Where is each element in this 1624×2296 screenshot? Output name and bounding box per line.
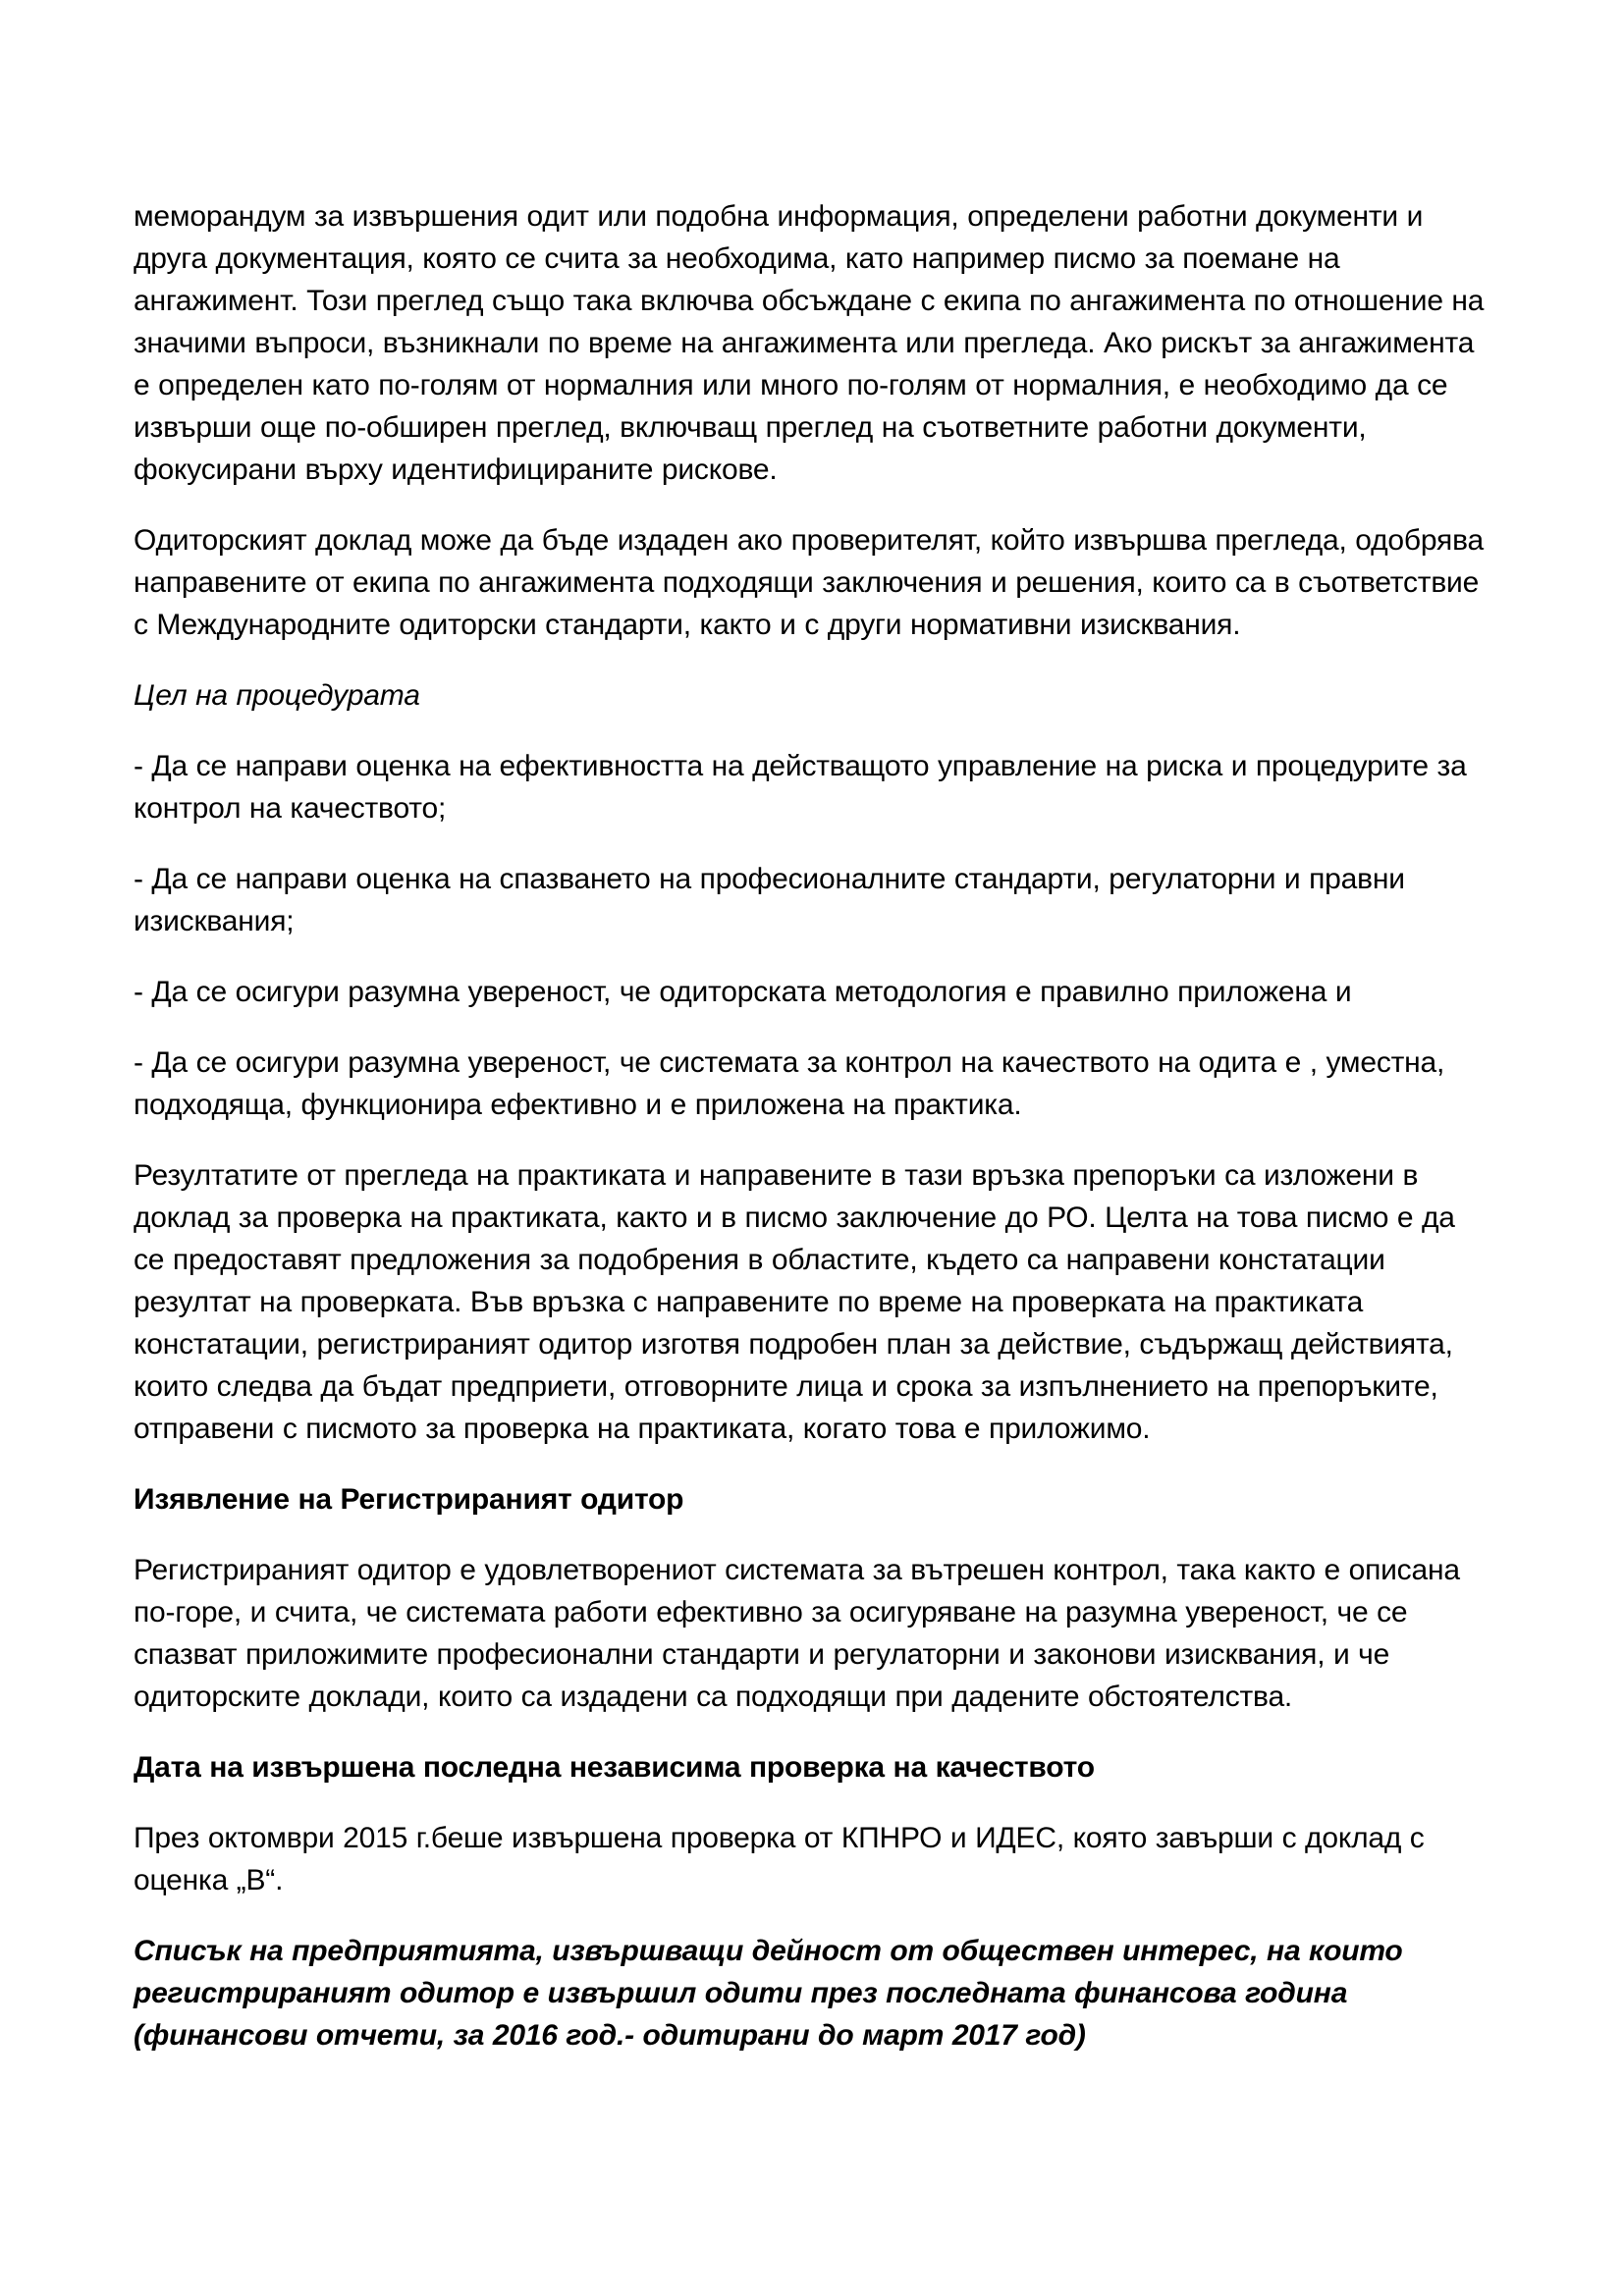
paragraph-review-scope: меморандум за извършения одит или подобна информация, определени работни документи и друга документация, която се счита за необходима, като например писмо за поемане на ангажимент. Този преглед също така включва обсъждане с екипа по ангажимента по отношение на значими въпроси, възникнали по време на ангажимента или прегледа. Ако рискът за ангажимента е определен като по-голям от нормалния или много по-голям от нормалния, е необходимо да се извърши още по-обширен преглед, включващ преглед на съответните работни документи, фокусирани върху идентифицираните рискове. [134, 200, 1485, 486]
paragraph-last-quality-review-body: През октомври 2015 г.беше извършена проверка от КПНРО и ИДЕС, която завърши с доклад с оценка „В“. [134, 1822, 1425, 1896]
bullet-methodology-assurance: - Да се осигури разумна увереност, че одиторската методология е правилно приложена и [134, 976, 1352, 1008]
paragraph-review-results: Резултатите от прегледа на практиката и направените в тази връзка препоръки са изложени в доклад за проверка на практиката, както и в писмо заключение до РО. Целта на това писмо е да се предоставят предложения за подобрения в областите, където са направени констатации резултат на проверката. Във връзка с направените по време на проверката на практиката констатации, регистрираният одитор изготвя подробен план за действие, съдържащ действията, които следва да бъдат предприети, отговорните лица и срока за изпълнението на препоръките, отправени с писмото за проверка на практиката, когато това е приложимо. [134, 1159, 1455, 1445]
heading-last-quality-review-date: Дата на извършена последна независима проверка на качеството [134, 1751, 1095, 1784]
bullet-quality-control-assurance: - Да се осигури разумна увереност, че системата за контрол на качеството на одита е , уместна, подходяща, функционира ефективно и е приложена на практика. [134, 1046, 1445, 1121]
paragraph-audit-report-issue: Одиторският доклад може да бъде издаден ако проверителят, който извършва прегледа, одобрява направените от екипа по ангажимента подходящи заключения и решения, които са в съответствие с Международните одиторски стандарти, както и с други нормативни изисквания. [134, 524, 1484, 641]
heading-auditor-statement: Изявление на Регистрираният одитор [134, 1483, 684, 1516]
paragraph-auditor-statement-body: Регистрираният одитор е удовлетворениот системата за вътрешен контрол, така както е описана по-горе, и счита, че системата работи ефективно за осигуряване на разумна увереност, че се спазват приложимите професионални стандарти и регулаторни и законови изисквания, и че одиторските доклади, които са издадени са подходящи при дадените обстоятелства. [134, 1554, 1460, 1713]
heading-procedure-goal: Цел на процедурата [134, 679, 420, 712]
bullet-compliance-assessment: - Да се направи оценка на спазването на професионалните стандарти, регулаторни и правни изисквания; [134, 863, 1405, 937]
bullet-effectiveness-assessment: - Да се направи оценка на ефективността на действащото управление на риска и процедурите за контрол на качеството; [134, 750, 1467, 825]
document-content [134, 195, 1492, 2056]
heading-public-interest-entities-list: Списък на предприятията, извършващи дейност от обществен интерес, на които регистрираният одитор е извършил одити през последната финансова година (финансови отчети, за 2016 год.- одитирани до март 2017 год) [134, 1935, 1403, 2052]
